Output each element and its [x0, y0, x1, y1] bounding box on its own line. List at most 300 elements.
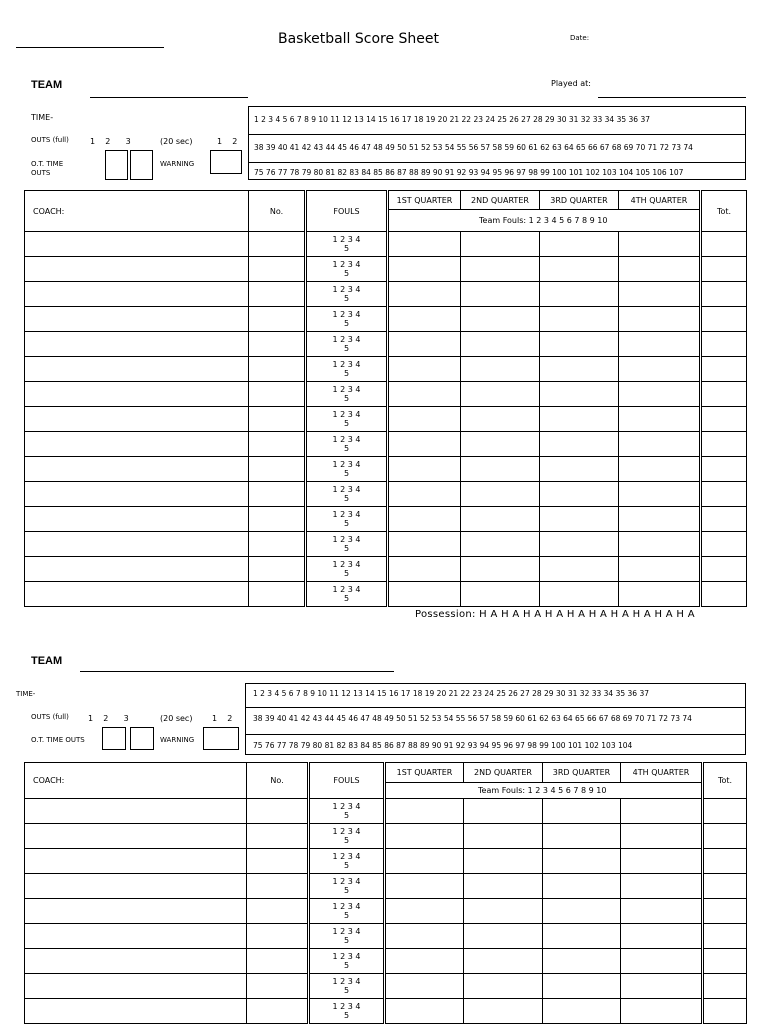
- q1-cell[interactable]: [388, 432, 461, 457]
- q1-cell[interactable]: [385, 849, 464, 874]
- q1-cell[interactable]: [388, 332, 461, 357]
- player-number-cell[interactable]: [247, 999, 309, 1024]
- q1-cell[interactable]: [388, 307, 461, 332]
- q3-cell[interactable]: [540, 282, 619, 307]
- player-row: [25, 557, 747, 582]
- foul-marks[interactable]: 1 2 3 4: [332, 335, 361, 344]
- q3-cell[interactable]: [540, 432, 619, 457]
- q4-cell[interactable]: [621, 899, 703, 924]
- q2-cell[interactable]: [461, 407, 540, 432]
- coach-label: COACH:: [25, 763, 247, 799]
- running-score-divider: [245, 734, 746, 735]
- q3-cell[interactable]: [540, 232, 619, 257]
- team-a-name-line[interactable]: [90, 97, 248, 98]
- total-cell[interactable]: [703, 824, 747, 849]
- q1-cell[interactable]: [388, 507, 461, 532]
- player-name-cell[interactable]: [25, 282, 249, 307]
- score-row-3[interactable]: 75 76 77 78 79 80 81 82 83 84 85 86 87 88 89 90 91 92 93 94 95 96 97 98 99 100 101 102 103 104: [253, 741, 633, 750]
- q2-header: 2ND QUARTER: [461, 191, 540, 210]
- player-number-cell[interactable]: [249, 257, 306, 282]
- q4-cell[interactable]: [619, 507, 701, 532]
- player-row: [25, 582, 747, 607]
- q3-cell[interactable]: [540, 307, 619, 332]
- foul-marks[interactable]: 1 2 3 4: [332, 410, 361, 419]
- player-name-cell[interactable]: [25, 382, 249, 407]
- q2-cell[interactable]: [461, 282, 540, 307]
- q3-cell[interactable]: [540, 482, 619, 507]
- total-cell[interactable]: [703, 874, 747, 899]
- total-cell[interactable]: [701, 257, 747, 282]
- player-name-cell[interactable]: [25, 232, 249, 257]
- player-row: [25, 824, 747, 849]
- q4-cell[interactable]: [619, 557, 701, 582]
- player-fouls-cell[interactable]: [309, 899, 385, 924]
- outs-nums: 1 2 3: [90, 137, 131, 146]
- time-label: TIME-: [16, 690, 36, 698]
- player-number-cell[interactable]: [247, 974, 309, 999]
- team-b-name-line[interactable]: [80, 671, 394, 672]
- q1-cell[interactable]: [388, 457, 461, 482]
- played-at-line[interactable]: [598, 97, 746, 98]
- player-name-cell[interactable]: [25, 457, 249, 482]
- q1-cell[interactable]: [385, 924, 464, 949]
- total-cell[interactable]: [701, 482, 747, 507]
- total-cell[interactable]: [701, 532, 747, 557]
- player-number-cell[interactable]: [247, 799, 309, 824]
- player-name-cell[interactable]: [25, 357, 249, 382]
- q4-cell[interactable]: [619, 532, 701, 557]
- running-score-divider: [245, 707, 746, 708]
- foul-marks[interactable]: 1 2 3 4: [332, 952, 361, 961]
- foul-marks[interactable]: 1 2 3 4: [332, 310, 361, 319]
- foul-mark-five[interactable]: 5: [343, 594, 350, 603]
- player-row: [25, 432, 747, 457]
- running-score-divider: [248, 162, 746, 163]
- total-cell[interactable]: [701, 307, 747, 332]
- twenty-sec-label: (20 sec): [160, 137, 193, 146]
- total-cell[interactable]: [701, 382, 747, 407]
- q4-cell[interactable]: [619, 482, 701, 507]
- warning-label: WARNING: [160, 736, 195, 744]
- player-name-cell[interactable]: [25, 949, 247, 974]
- q3-cell[interactable]: [543, 874, 621, 899]
- total-cell[interactable]: [701, 457, 747, 482]
- q1-cell[interactable]: [385, 799, 464, 824]
- total-cell[interactable]: [703, 949, 747, 974]
- foul-marks[interactable]: 1 2 3 4: [332, 535, 361, 544]
- player-fouls-cell[interactable]: [309, 924, 385, 949]
- foul-mark-five[interactable]: 5: [343, 569, 350, 578]
- foul-marks[interactable]: 1 2 3 4: [332, 827, 361, 836]
- twenty-sec-label: (20 sec): [160, 714, 193, 723]
- foul-mark-five[interactable]: 5: [343, 444, 350, 453]
- foul-marks[interactable]: 1 2 3 4: [332, 560, 361, 569]
- q4-cell[interactable]: [621, 974, 703, 999]
- player-row: [25, 282, 747, 307]
- q2-cell[interactable]: [461, 257, 540, 282]
- q2-cell[interactable]: [461, 507, 540, 532]
- warning-label: WARNING: [160, 160, 195, 168]
- q2-cell[interactable]: [461, 357, 540, 382]
- q3-cell[interactable]: [540, 357, 619, 382]
- player-name-cell[interactable]: [25, 432, 249, 457]
- foul-marks[interactable]: 1 2 3 4: [332, 802, 361, 811]
- q2-cell[interactable]: [464, 799, 543, 824]
- player-fouls-cell[interactable]: [306, 457, 388, 482]
- player-fouls-cell[interactable]: [306, 507, 388, 532]
- possession-arrow[interactable]: Possession: H A H A H A H A H A H A H A H A H A H A: [415, 609, 695, 620]
- ot-box-1[interactable]: [105, 150, 128, 180]
- player-fouls-cell[interactable]: [309, 974, 385, 999]
- ot-box-1[interactable]: [102, 727, 126, 750]
- foul-marks[interactable]: 1 2 3 4: [332, 1002, 361, 1011]
- total-cell[interactable]: [701, 407, 747, 432]
- q1-cell[interactable]: [388, 482, 461, 507]
- player-number-cell[interactable]: [249, 582, 306, 607]
- total-cell[interactable]: [701, 232, 747, 257]
- player-fouls-cell[interactable]: [306, 557, 388, 582]
- player-fouls-cell[interactable]: [309, 799, 385, 824]
- player-fouls-cell[interactable]: [306, 357, 388, 382]
- q4-cell[interactable]: [621, 799, 703, 824]
- player-fouls-cell[interactable]: [306, 532, 388, 557]
- q2-cell[interactable]: [461, 482, 540, 507]
- foul-mark-five[interactable]: 5: [343, 544, 350, 553]
- foul-marks[interactable]: 1 2 3 4: [332, 977, 361, 986]
- foul-marks[interactable]: 1 2 3 4: [332, 927, 361, 936]
- foul-mark-five[interactable]: 5: [343, 369, 350, 378]
- player-row: [25, 232, 747, 257]
- foul-mark-five[interactable]: 5: [343, 294, 350, 303]
- foul-marks[interactable]: 1 2 3 4: [332, 285, 361, 294]
- q4-cell[interactable]: [621, 924, 703, 949]
- q2-cell[interactable]: [464, 949, 543, 974]
- foul-mark-five[interactable]: 5: [343, 911, 350, 920]
- q4-cell[interactable]: [619, 582, 701, 607]
- q2-cell[interactable]: [461, 457, 540, 482]
- player-row: [25, 849, 747, 874]
- foul-marks[interactable]: 1 2 3 4: [332, 460, 361, 469]
- player-name-cell[interactable]: [25, 532, 249, 557]
- player-name-cell[interactable]: [25, 582, 249, 607]
- player-number-cell[interactable]: [249, 557, 306, 582]
- foul-marks[interactable]: 1 2 3 4: [332, 235, 361, 244]
- total-cell[interactable]: [701, 332, 747, 357]
- player-fouls-cell[interactable]: [306, 332, 388, 357]
- team-fouls[interactable]: Team Fouls: 1 2 3 4 5 6 7 8 9 10: [388, 210, 701, 232]
- q2-cell[interactable]: [461, 432, 540, 457]
- player-name-cell[interactable]: [25, 407, 249, 432]
- player-name-cell[interactable]: [25, 332, 249, 357]
- number-header: No.: [247, 763, 309, 799]
- total-cell[interactable]: [701, 282, 747, 307]
- total-cell[interactable]: [701, 582, 747, 607]
- ot-box-2[interactable]: [130, 150, 153, 180]
- player-row: [25, 307, 747, 332]
- score-row-3[interactable]: 75 76 77 78 79 80 81 82 83 84 85 86 87 88 89 90 91 92 93 94 95 96 97 98 99 100 101 102 103 104 105 106 107: [254, 168, 684, 177]
- q1-cell[interactable]: [385, 824, 464, 849]
- score-row-2[interactable]: 38 39 40 41 42 43 44 45 46 47 48 49 50 51 52 53 54 55 56 57 58 59 60 61 62 63 64 65 66 67 68 69 70 71 72 73 74: [253, 714, 692, 723]
- q3-cell[interactable]: [540, 457, 619, 482]
- total-header: Tot.: [703, 763, 747, 799]
- player-fouls-cell[interactable]: [306, 257, 388, 282]
- total-header: Tot.: [701, 191, 747, 232]
- player-number-cell[interactable]: [247, 899, 309, 924]
- q3-cell[interactable]: [540, 582, 619, 607]
- date-label: Date:: [570, 34, 590, 42]
- player-number-cell[interactable]: [247, 949, 309, 974]
- player-number-cell[interactable]: [247, 824, 309, 849]
- total-cell[interactable]: [701, 432, 747, 457]
- foul-mark-five[interactable]: 5: [343, 494, 350, 503]
- player-number-cell[interactable]: [247, 874, 309, 899]
- foul-mark-five[interactable]: 5: [343, 1011, 350, 1020]
- q2-cell[interactable]: [464, 874, 543, 899]
- player-fouls-cell[interactable]: [306, 407, 388, 432]
- q4-cell[interactable]: [619, 307, 701, 332]
- foul-mark-five[interactable]: 5: [343, 419, 350, 428]
- outs-full-label: OUTS (full): [31, 713, 69, 721]
- foul-mark-five[interactable]: 5: [343, 469, 350, 478]
- foul-mark-five[interactable]: 5: [343, 861, 350, 870]
- q4-cell[interactable]: [621, 949, 703, 974]
- q4-cell[interactable]: [621, 999, 703, 1024]
- q1-cell[interactable]: [385, 899, 464, 924]
- q1-cell[interactable]: [385, 974, 464, 999]
- player-fouls-cell[interactable]: [306, 432, 388, 457]
- q1-cell[interactable]: [388, 407, 461, 432]
- q3-cell[interactable]: [543, 824, 621, 849]
- player-fouls-cell[interactable]: [306, 282, 388, 307]
- running-score-divider: [248, 134, 746, 135]
- q4-cell[interactable]: [619, 382, 701, 407]
- total-cell[interactable]: [703, 899, 747, 924]
- player-name-cell[interactable]: [25, 899, 247, 924]
- q3-cell[interactable]: [543, 949, 621, 974]
- number-header: No.: [249, 191, 306, 232]
- foul-mark-five[interactable]: 5: [343, 244, 350, 253]
- ot-timeouts-label: O.T. TIME OUTS: [31, 736, 85, 744]
- total-cell[interactable]: [703, 999, 747, 1024]
- q1-cell[interactable]: [385, 949, 464, 974]
- player-number-cell[interactable]: [249, 382, 306, 407]
- player-name-cell[interactable]: [25, 507, 249, 532]
- player-number-cell[interactable]: [249, 307, 306, 332]
- fouls-header: FOULS: [306, 191, 388, 232]
- q4-cell[interactable]: [621, 824, 703, 849]
- player-fouls-cell[interactable]: [309, 999, 385, 1024]
- player-name-cell[interactable]: [25, 557, 249, 582]
- player-fouls-cell[interactable]: [306, 232, 388, 257]
- team-a-player-table: [24, 190, 747, 607]
- player-name-cell[interactable]: [25, 999, 247, 1024]
- foul-marks[interactable]: 1 2 3 4: [332, 902, 361, 911]
- player-number-cell[interactable]: [247, 849, 309, 874]
- q2-cell[interactable]: [461, 332, 540, 357]
- player-number-cell[interactable]: [247, 924, 309, 949]
- foul-mark-five[interactable]: 5: [343, 936, 350, 945]
- foul-mark-five[interactable]: 5: [343, 811, 350, 820]
- foul-marks[interactable]: 1 2 3 4: [332, 260, 361, 269]
- q3-cell[interactable]: [543, 799, 621, 824]
- foul-mark-five[interactable]: 5: [343, 986, 350, 995]
- q2-cell[interactable]: [464, 999, 543, 1024]
- foul-mark-five[interactable]: 5: [343, 394, 350, 403]
- foul-mark-five[interactable]: 5: [343, 319, 350, 328]
- foul-marks[interactable]: 1 2 3 4: [332, 585, 361, 594]
- q1-cell[interactable]: [385, 874, 464, 899]
- player-name-cell[interactable]: [25, 824, 247, 849]
- total-cell[interactable]: [701, 557, 747, 582]
- q4-cell[interactable]: [621, 874, 703, 899]
- player-name-cell[interactable]: [25, 307, 249, 332]
- q1-cell[interactable]: [388, 257, 461, 282]
- player-number-cell[interactable]: [249, 357, 306, 382]
- q3-cell[interactable]: [540, 532, 619, 557]
- warning-box[interactable]: [210, 150, 242, 174]
- foul-mark-five[interactable]: 5: [343, 269, 350, 278]
- total-cell[interactable]: [703, 974, 747, 999]
- player-row: [25, 507, 747, 532]
- player-name-cell[interactable]: [25, 482, 249, 507]
- player-fouls-cell[interactable]: [309, 849, 385, 874]
- foul-mark-five[interactable]: 5: [343, 886, 350, 895]
- q2-cell[interactable]: [464, 974, 543, 999]
- q2-cell[interactable]: [464, 849, 543, 874]
- q2-cell[interactable]: [464, 924, 543, 949]
- player-number-cell[interactable]: [249, 407, 306, 432]
- player-fouls-cell[interactable]: [309, 824, 385, 849]
- player-number-cell[interactable]: [249, 232, 306, 257]
- q4-cell[interactable]: [619, 282, 701, 307]
- q2-cell[interactable]: [464, 899, 543, 924]
- player-row: [25, 257, 747, 282]
- player-row: [25, 974, 747, 999]
- foul-mark-five[interactable]: 5: [343, 961, 350, 970]
- player-name-cell[interactable]: [25, 974, 247, 999]
- q2-cell[interactable]: [461, 532, 540, 557]
- player-row: [25, 407, 747, 432]
- played-at-label: Played at:: [551, 79, 591, 88]
- q2-cell[interactable]: [461, 307, 540, 332]
- time-label: TIME-: [31, 113, 54, 122]
- q4-cell[interactable]: [619, 257, 701, 282]
- q3-cell[interactable]: [540, 407, 619, 432]
- foul-marks[interactable]: 1 2 3 4: [332, 435, 361, 444]
- one-two-label: 1 2: [217, 137, 238, 146]
- q1-cell[interactable]: [388, 232, 461, 257]
- foul-mark-five[interactable]: 5: [343, 519, 350, 528]
- player-fouls-cell[interactable]: [309, 874, 385, 899]
- ot-timeouts-label: O.T. TIME OUTS: [31, 160, 64, 177]
- foul-marks[interactable]: 1 2 3 4: [332, 485, 361, 494]
- foul-mark-five[interactable]: 5: [343, 344, 350, 353]
- foul-marks[interactable]: 1 2 3 4: [332, 510, 361, 519]
- player-number-cell[interactable]: [249, 532, 306, 557]
- player-name-cell[interactable]: [25, 874, 247, 899]
- q1-cell[interactable]: [388, 532, 461, 557]
- warning-box[interactable]: [203, 727, 239, 750]
- q4-cell[interactable]: [619, 357, 701, 382]
- q3-cell[interactable]: [540, 382, 619, 407]
- q2-cell[interactable]: [464, 824, 543, 849]
- score-row-2[interactable]: 38 39 40 41 42 43 44 45 46 47 48 49 50 51 52 53 54 55 56 57 58 59 60 61 62 63 64 65 66 67 68 69 70 71 72 73 74: [254, 143, 693, 152]
- q3-cell[interactable]: [543, 974, 621, 999]
- q1-cell[interactable]: [388, 582, 461, 607]
- q4-cell[interactable]: [621, 849, 703, 874]
- q2-cell[interactable]: [461, 232, 540, 257]
- q3-cell[interactable]: [540, 557, 619, 582]
- q2-cell[interactable]: [461, 382, 540, 407]
- q1-cell[interactable]: [388, 282, 461, 307]
- foul-marks[interactable]: 1 2 3 4: [332, 877, 361, 886]
- player-number-cell[interactable]: [249, 482, 306, 507]
- q4-header: 4TH QUARTER: [619, 191, 701, 210]
- q4-cell[interactable]: [619, 457, 701, 482]
- player-number-cell[interactable]: [249, 457, 306, 482]
- player-number-cell[interactable]: [249, 332, 306, 357]
- fouls-header: FOULS: [309, 763, 385, 799]
- foul-marks[interactable]: 1 2 3 4: [332, 385, 361, 394]
- player-row: [25, 482, 747, 507]
- total-cell[interactable]: [701, 357, 747, 382]
- player-number-cell[interactable]: [249, 282, 306, 307]
- q3-cell[interactable]: [543, 849, 621, 874]
- q1-cell[interactable]: [385, 999, 464, 1024]
- q3-cell[interactable]: [540, 257, 619, 282]
- player-number-cell[interactable]: [249, 432, 306, 457]
- player-fouls-cell[interactable]: [306, 482, 388, 507]
- score-row-1[interactable]: 1 2 3 4 5 6 7 8 9 10 11 12 13 14 15 16 17 18 19 20 21 22 23 24 25 26 27 28 29 30 31 32 33 34 35 36 37: [254, 115, 650, 124]
- player-name-cell[interactable]: [25, 799, 247, 824]
- total-cell[interactable]: [703, 799, 747, 824]
- player-fouls-cell[interactable]: [306, 382, 388, 407]
- foul-marks[interactable]: 1 2 3 4: [332, 360, 361, 369]
- team-fouls[interactable]: Team Fouls: 1 2 3 4 5 6 7 8 9 10: [385, 783, 703, 799]
- q3-cell[interactable]: [540, 332, 619, 357]
- q4-cell[interactable]: [619, 432, 701, 457]
- q1-cell[interactable]: [388, 382, 461, 407]
- q1-cell[interactable]: [388, 557, 461, 582]
- player-fouls-cell[interactable]: [306, 307, 388, 332]
- team-a-label: TEAM: [31, 79, 63, 91]
- total-cell[interactable]: [703, 849, 747, 874]
- ot-box-2[interactable]: [130, 727, 154, 750]
- q4-cell[interactable]: [619, 232, 701, 257]
- q1-header: 1ST QUARTER: [388, 191, 461, 210]
- player-name-cell[interactable]: [25, 257, 249, 282]
- q2-cell[interactable]: [461, 582, 540, 607]
- q3-cell[interactable]: [540, 507, 619, 532]
- q3-cell[interactable]: [543, 999, 621, 1024]
- q4-cell[interactable]: [619, 332, 701, 357]
- q3-cell[interactable]: [543, 924, 621, 949]
- q2-cell[interactable]: [461, 557, 540, 582]
- score-row-1[interactable]: 1 2 3 4 5 6 7 8 9 10 11 12 13 14 15 16 17 18 19 20 21 22 23 24 25 26 27 28 29 30 31 32 33 34 35 36 37: [253, 689, 649, 698]
- player-name-cell[interactable]: [25, 849, 247, 874]
- player-number-cell[interactable]: [249, 507, 306, 532]
- foul-mark-five[interactable]: 5: [343, 836, 350, 845]
- player-name-cell[interactable]: [25, 924, 247, 949]
- q4-cell[interactable]: [619, 407, 701, 432]
- player-fouls-cell[interactable]: [306, 582, 388, 607]
- q1-cell[interactable]: [388, 357, 461, 382]
- total-cell[interactable]: [701, 507, 747, 532]
- player-fouls-cell[interactable]: [309, 949, 385, 974]
- foul-marks[interactable]: 1 2 3 4: [332, 852, 361, 861]
- q3-cell[interactable]: [543, 899, 621, 924]
- total-cell[interactable]: [703, 924, 747, 949]
